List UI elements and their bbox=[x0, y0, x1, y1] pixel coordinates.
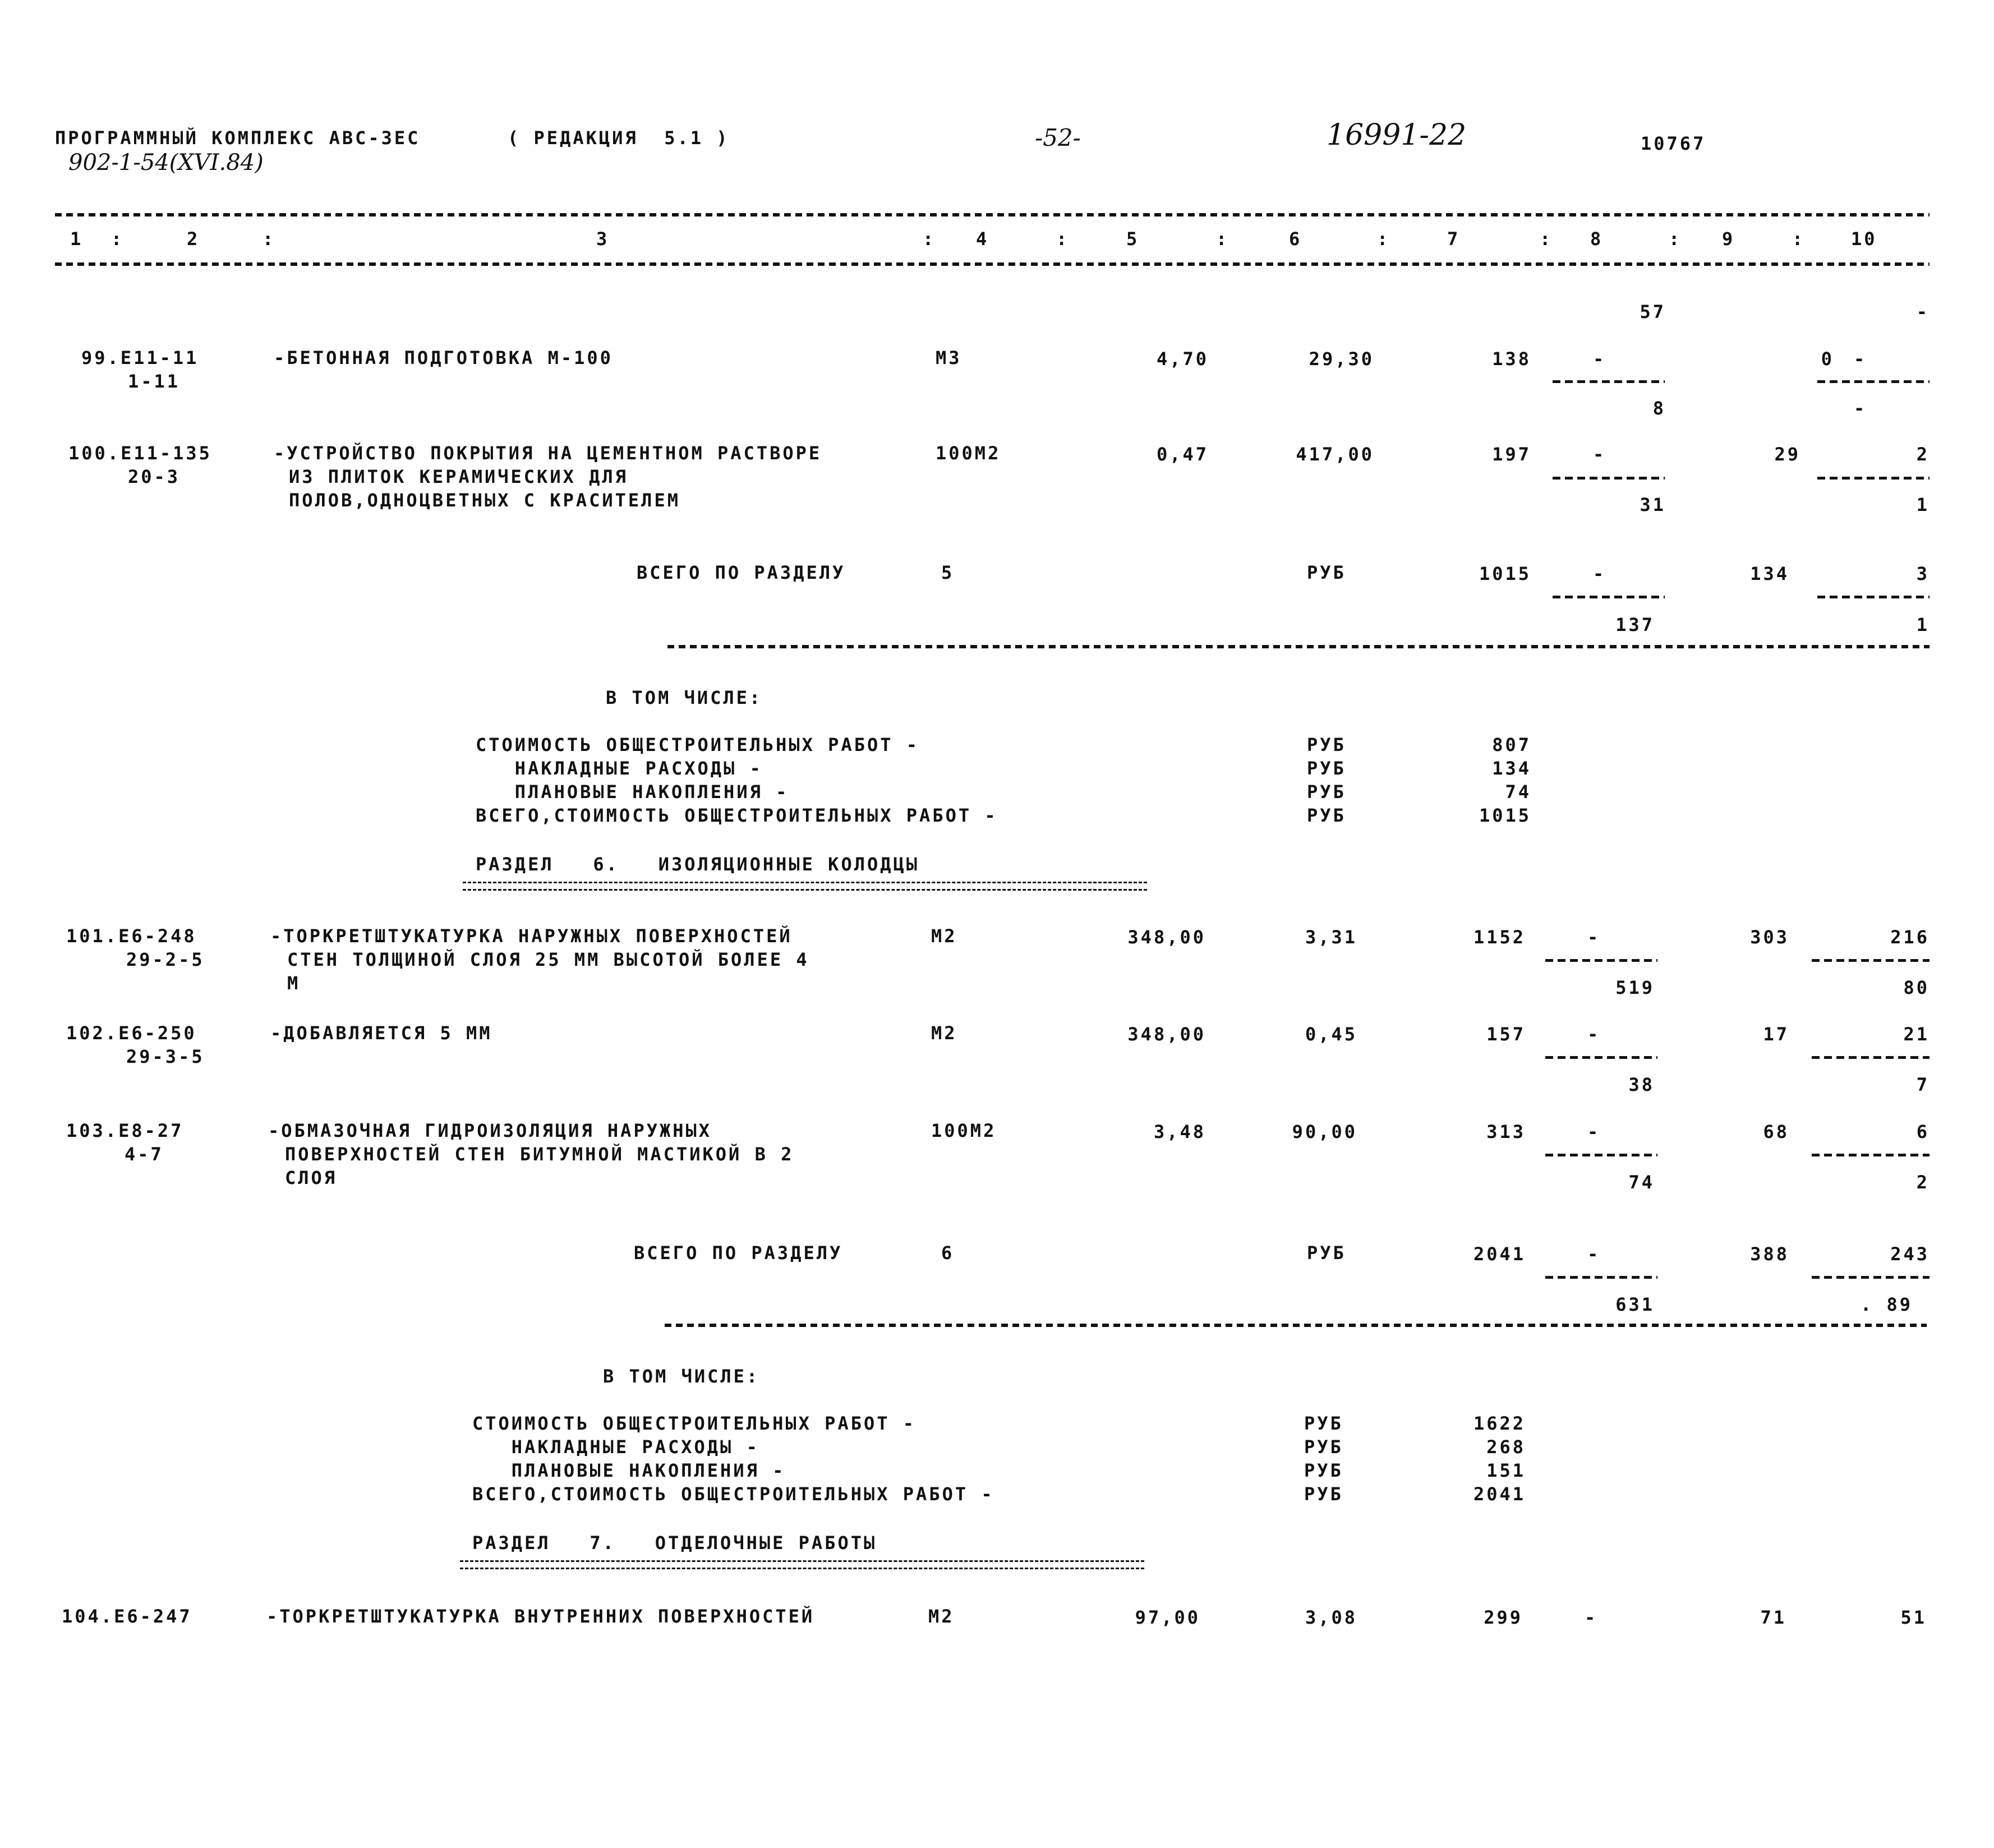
breakdown-unit: РУБ bbox=[1307, 805, 1346, 826]
col10-fraction-line bbox=[1812, 1056, 1929, 1059]
edition-label: ( РЕДАКЦИЯ 5.1 ) bbox=[508, 127, 730, 149]
breakdown-value: 1015 bbox=[1479, 805, 1531, 826]
total-cost: 157 bbox=[1486, 1024, 1526, 1045]
header-top-rule bbox=[55, 213, 1929, 216]
col8-fraction-line bbox=[1553, 477, 1665, 480]
col10-fraction-line bbox=[1817, 380, 1929, 383]
col10-fraction-line bbox=[1817, 596, 1929, 598]
section-title-underline bbox=[460, 1560, 1144, 1569]
total-cost: 1152 bbox=[1473, 927, 1526, 948]
item-description: ПОЛОВ,ОДНОЦВЕТНЫХ С КРАСИТЕЛЕМ bbox=[289, 490, 680, 511]
item-number: 102.Е6-250 bbox=[66, 1022, 197, 1044]
including-label: В ТОМ ЧИСЛЕ: bbox=[603, 1366, 760, 1387]
item-description: ИЗ ПЛИТОК КЕРАМИЧЕСКИХ ДЛЯ bbox=[289, 466, 628, 487]
item-description: -ТОРКРЕТШТУКАТУРКА НАРУЖНЫХ ПОВЕРХНОСТЕЙ bbox=[270, 925, 793, 947]
col8-fraction-line bbox=[1545, 1276, 1657, 1279]
col8-fraction-line bbox=[1545, 959, 1657, 962]
item-description: ПОВЕРХНОСТЕЙ СТЕН БИТУМНОЙ МАСТИКОЙ В 2 bbox=[285, 1144, 794, 1165]
section-number: 5 bbox=[941, 562, 955, 583]
breakdown-text: НАКЛАДНЫЕ РАСХОДЫ - bbox=[476, 758, 763, 779]
breakdown-text: ВСЕГО,СТОИМОСТЬ ОБЩЕСТРОИТЕЛЬНЫХ РАБОТ - bbox=[472, 1483, 994, 1505]
unit: М3 bbox=[936, 347, 962, 368]
breakdown-text: ПЛАНОВЫЕ НАКОПЛЕНИЯ - bbox=[472, 1460, 786, 1481]
column-number: 10 bbox=[1851, 228, 1877, 250]
column-separator: : bbox=[1056, 228, 1070, 250]
column-number: 1 bbox=[70, 228, 84, 250]
norm-code: 29-3-5 bbox=[126, 1046, 205, 1067]
col8-bottom: 519 bbox=[1615, 977, 1655, 998]
total-cost: 138 bbox=[1492, 348, 1531, 370]
breakdown-unit: РУБ bbox=[1307, 758, 1346, 779]
quantity: 4,70 bbox=[1156, 348, 1209, 370]
col9-value: 71 bbox=[1760, 1607, 1786, 1628]
col10-value: 51 bbox=[1900, 1607, 1927, 1628]
col10-fraction-line bbox=[1817, 477, 1929, 480]
col8-bottom: 31 bbox=[1640, 494, 1666, 515]
carry-col10: - bbox=[1916, 301, 1929, 322]
col10-top: 21 bbox=[1903, 1024, 1929, 1045]
col10-top: 3 bbox=[1916, 563, 1929, 584]
col8-top: - bbox=[1593, 348, 1606, 370]
document-number: 16991-22 bbox=[1327, 118, 1467, 152]
breakdown-text: ПЛАНОВЫЕ НАКОПЛЕНИЯ - bbox=[476, 781, 789, 803]
col8-bottom: 74 bbox=[1628, 1172, 1655, 1193]
col10-top: - bbox=[1854, 348, 1867, 370]
breakdown-value: 807 bbox=[1492, 734, 1531, 755]
col10-bottom: 1 bbox=[1916, 614, 1929, 635]
section-title: РАЗДЕЛ 6. ИЗОЛЯЦИОННЫЕ КОЛОДЦЫ bbox=[476, 854, 920, 875]
norm-code: 1-11 bbox=[128, 371, 181, 392]
col8-top: - bbox=[1593, 563, 1606, 584]
section-total-label: ВСЕГО ПО РАЗДЕЛУ bbox=[634, 1242, 843, 1264]
col8-top: - bbox=[1593, 444, 1606, 465]
breakdown-text: НАКЛАДНЫЕ РАСХОДЫ - bbox=[472, 1436, 759, 1458]
section-total-rule bbox=[667, 645, 1929, 648]
unit: 100М2 bbox=[936, 443, 1001, 464]
unit-price: 3,31 bbox=[1305, 927, 1357, 948]
item-description: -УСТРОЙСТВО ПОКРЫТИЯ НА ЦЕМЕНТНОМ РАСТВОРЕ bbox=[274, 443, 822, 464]
col9-value: 134 bbox=[1750, 563, 1789, 584]
quantity: 348,00 bbox=[1127, 927, 1206, 948]
item-description: -ДОБАВЛЯЕТСЯ 5 ММ bbox=[270, 1022, 492, 1044]
total-cost: 299 bbox=[1484, 1607, 1523, 1628]
col9-value: 303 bbox=[1750, 927, 1789, 948]
col9-value: 17 bbox=[1763, 1024, 1789, 1045]
unit-price: 29,30 bbox=[1309, 348, 1374, 370]
col10-bottom: - bbox=[1854, 398, 1867, 419]
item-number: 104.Е6-247 bbox=[62, 1606, 192, 1627]
breakdown-unit: РУБ bbox=[1304, 1483, 1343, 1505]
column-number: 4 bbox=[976, 228, 989, 250]
col8-fraction-line bbox=[1553, 380, 1665, 383]
column-separator: : bbox=[1792, 228, 1806, 250]
section-title-underline bbox=[463, 882, 1147, 891]
column-separator: : bbox=[923, 228, 936, 250]
header-bottom-rule bbox=[55, 262, 1929, 266]
quantity: 97,00 bbox=[1135, 1607, 1200, 1628]
including-label: В ТОМ ЧИСЛЕ: bbox=[606, 687, 763, 708]
norm-code: 4-7 bbox=[125, 1144, 164, 1165]
column-separator: : bbox=[1540, 228, 1553, 250]
breakdown-unit: РУБ bbox=[1304, 1460, 1343, 1481]
unit-price: 90,00 bbox=[1292, 1121, 1357, 1142]
breakdown-value: 151 bbox=[1486, 1460, 1526, 1481]
breakdown-value: 74 bbox=[1505, 781, 1531, 803]
sheet-number: 10767 bbox=[1641, 133, 1706, 154]
breakdown-value: 268 bbox=[1486, 1436, 1526, 1458]
col9-value: 388 bbox=[1750, 1243, 1789, 1265]
col10-fraction-line bbox=[1812, 1276, 1929, 1279]
col10-fraction-line bbox=[1812, 1154, 1929, 1156]
unit-price: 417,00 bbox=[1296, 444, 1374, 465]
col8-top: - bbox=[1587, 927, 1601, 948]
breakdown-unit: РУБ bbox=[1304, 1413, 1343, 1434]
column-separator: : bbox=[1377, 228, 1390, 250]
currency-unit: РУБ bbox=[1307, 1242, 1346, 1264]
item-description: СТЕН ТОЛЩИНОЙ СЛОЯ 25 ММ ВЫСОТОЙ БОЛЕЕ 4 bbox=[287, 949, 809, 970]
column-number: 7 bbox=[1447, 228, 1461, 250]
breakdown-unit: РУБ bbox=[1307, 734, 1346, 755]
column-number: 5 bbox=[1126, 228, 1140, 250]
column-number: 3 bbox=[596, 228, 610, 250]
section-total-rule bbox=[665, 1324, 1927, 1327]
total-cost: 197 bbox=[1492, 444, 1531, 465]
col8-bottom: 631 bbox=[1615, 1294, 1655, 1315]
item-description: -ТОРКРЕТШТУКАТУРКА ВНУТРЕННИХ ПОВЕРХНОСТЕЙ bbox=[266, 1606, 815, 1627]
unit-price: 3,08 bbox=[1305, 1607, 1357, 1628]
section-number: 6 bbox=[941, 1242, 955, 1264]
project-code: 902-1-54(XVI.84) bbox=[68, 150, 264, 176]
item-number: 101.Е6-248 bbox=[66, 925, 197, 947]
page-number: -52- bbox=[1035, 124, 1081, 151]
column-number: 8 bbox=[1590, 228, 1604, 250]
section-title: РАЗДЕЛ 7. ОТДЕЛОЧНЫЕ РАБОТЫ bbox=[472, 1532, 877, 1554]
col8-fraction-line bbox=[1545, 1056, 1657, 1059]
col8-fraction-line bbox=[1545, 1154, 1657, 1156]
col8-fraction-line bbox=[1553, 596, 1665, 598]
unit: 100М2 bbox=[931, 1120, 997, 1141]
breakdown-value: 134 bbox=[1492, 758, 1531, 779]
column-separator: : bbox=[111, 228, 125, 250]
col8-bottom: 8 bbox=[1652, 398, 1666, 419]
col8-top: - bbox=[1587, 1024, 1601, 1045]
item-description: М bbox=[287, 973, 301, 994]
col8-top: - bbox=[1587, 1121, 1601, 1142]
col10-top: 6 bbox=[1916, 1121, 1929, 1142]
column-separator: : bbox=[263, 228, 276, 250]
col10-bottom: 80 bbox=[1903, 977, 1929, 998]
total-cost: 1015 bbox=[1479, 563, 1531, 584]
breakdown-value: 2041 bbox=[1473, 1483, 1526, 1505]
unit: М2 bbox=[931, 1022, 957, 1044]
item-description: СЛОЯ bbox=[285, 1167, 338, 1188]
unit-price: 0,45 bbox=[1305, 1024, 1357, 1045]
col8-value: - bbox=[1585, 1607, 1598, 1628]
item-number: 99.Е11-11 bbox=[81, 347, 199, 368]
col10-fraction-line bbox=[1812, 959, 1929, 962]
item-description: -ОБМАЗОЧНАЯ ГИДРОИЗОЛЯЦИЯ НАРУЖНЫХ bbox=[268, 1120, 712, 1141]
unit: М2 bbox=[931, 925, 957, 947]
col8-bottom: 38 bbox=[1628, 1074, 1655, 1095]
item-number: 100.Е11-135 bbox=[68, 443, 212, 464]
column-number: 2 bbox=[187, 228, 200, 250]
total-cost: 313 bbox=[1486, 1121, 1526, 1142]
breakdown-value: 1622 bbox=[1473, 1413, 1526, 1434]
norm-code: 20-3 bbox=[128, 466, 181, 487]
col10-top: 216 bbox=[1890, 927, 1929, 948]
program-title: ПРОГРАММНЫЙ КОМПЛЕКС АВС-ЗЕС bbox=[55, 127, 421, 149]
quantity: 3,48 bbox=[1153, 1121, 1206, 1142]
item-description: -БЕТОННАЯ ПОДГОТОВКА М-100 bbox=[274, 347, 613, 368]
section-total-label: ВСЕГО ПО РАЗДЕЛУ bbox=[637, 562, 846, 583]
col9-value: 0 bbox=[1821, 348, 1834, 370]
col9-value: 68 bbox=[1763, 1121, 1789, 1142]
total-cost: 2041 bbox=[1473, 1243, 1526, 1265]
breakdown-unit: РУБ bbox=[1304, 1436, 1343, 1458]
col10-top: 243 bbox=[1890, 1243, 1929, 1265]
col10-bottom: 7 bbox=[1916, 1074, 1929, 1095]
carry-col8: 57 bbox=[1640, 301, 1666, 322]
col8-top: - bbox=[1587, 1243, 1601, 1265]
breakdown-text: СТОИМОСТЬ ОБЩЕСТРОИТЕЛЬНЫХ РАБОТ - bbox=[476, 734, 920, 755]
breakdown-unit: РУБ bbox=[1307, 781, 1346, 803]
column-separator: : bbox=[1669, 228, 1682, 250]
col10-bottom: 1 bbox=[1916, 494, 1929, 515]
col10-top: 2 bbox=[1916, 444, 1929, 465]
quantity: 0,47 bbox=[1156, 444, 1209, 465]
breakdown-text: ВСЕГО,СТОИМОСТЬ ОБЩЕСТРОИТЕЛЬНЫХ РАБОТ - bbox=[476, 805, 998, 826]
col8-bottom: 137 bbox=[1615, 614, 1655, 635]
col10-bottom: . 89 bbox=[1860, 1294, 1913, 1315]
norm-code: 29-2-5 bbox=[126, 949, 205, 970]
breakdown-text: СТОИМОСТЬ ОБЩЕСТРОИТЕЛЬНЫХ РАБОТ - bbox=[472, 1413, 917, 1434]
col10-bottom: 2 bbox=[1916, 1172, 1929, 1193]
quantity: 348,00 bbox=[1127, 1024, 1206, 1045]
item-number: 103.Е8-27 bbox=[66, 1120, 184, 1141]
column-separator: : bbox=[1216, 228, 1229, 250]
currency-unit: РУБ bbox=[1307, 562, 1346, 583]
unit: М2 bbox=[928, 1606, 955, 1627]
col9-value: 29 bbox=[1774, 444, 1800, 465]
column-number: 6 bbox=[1289, 228, 1302, 250]
column-number: 9 bbox=[1722, 228, 1735, 250]
